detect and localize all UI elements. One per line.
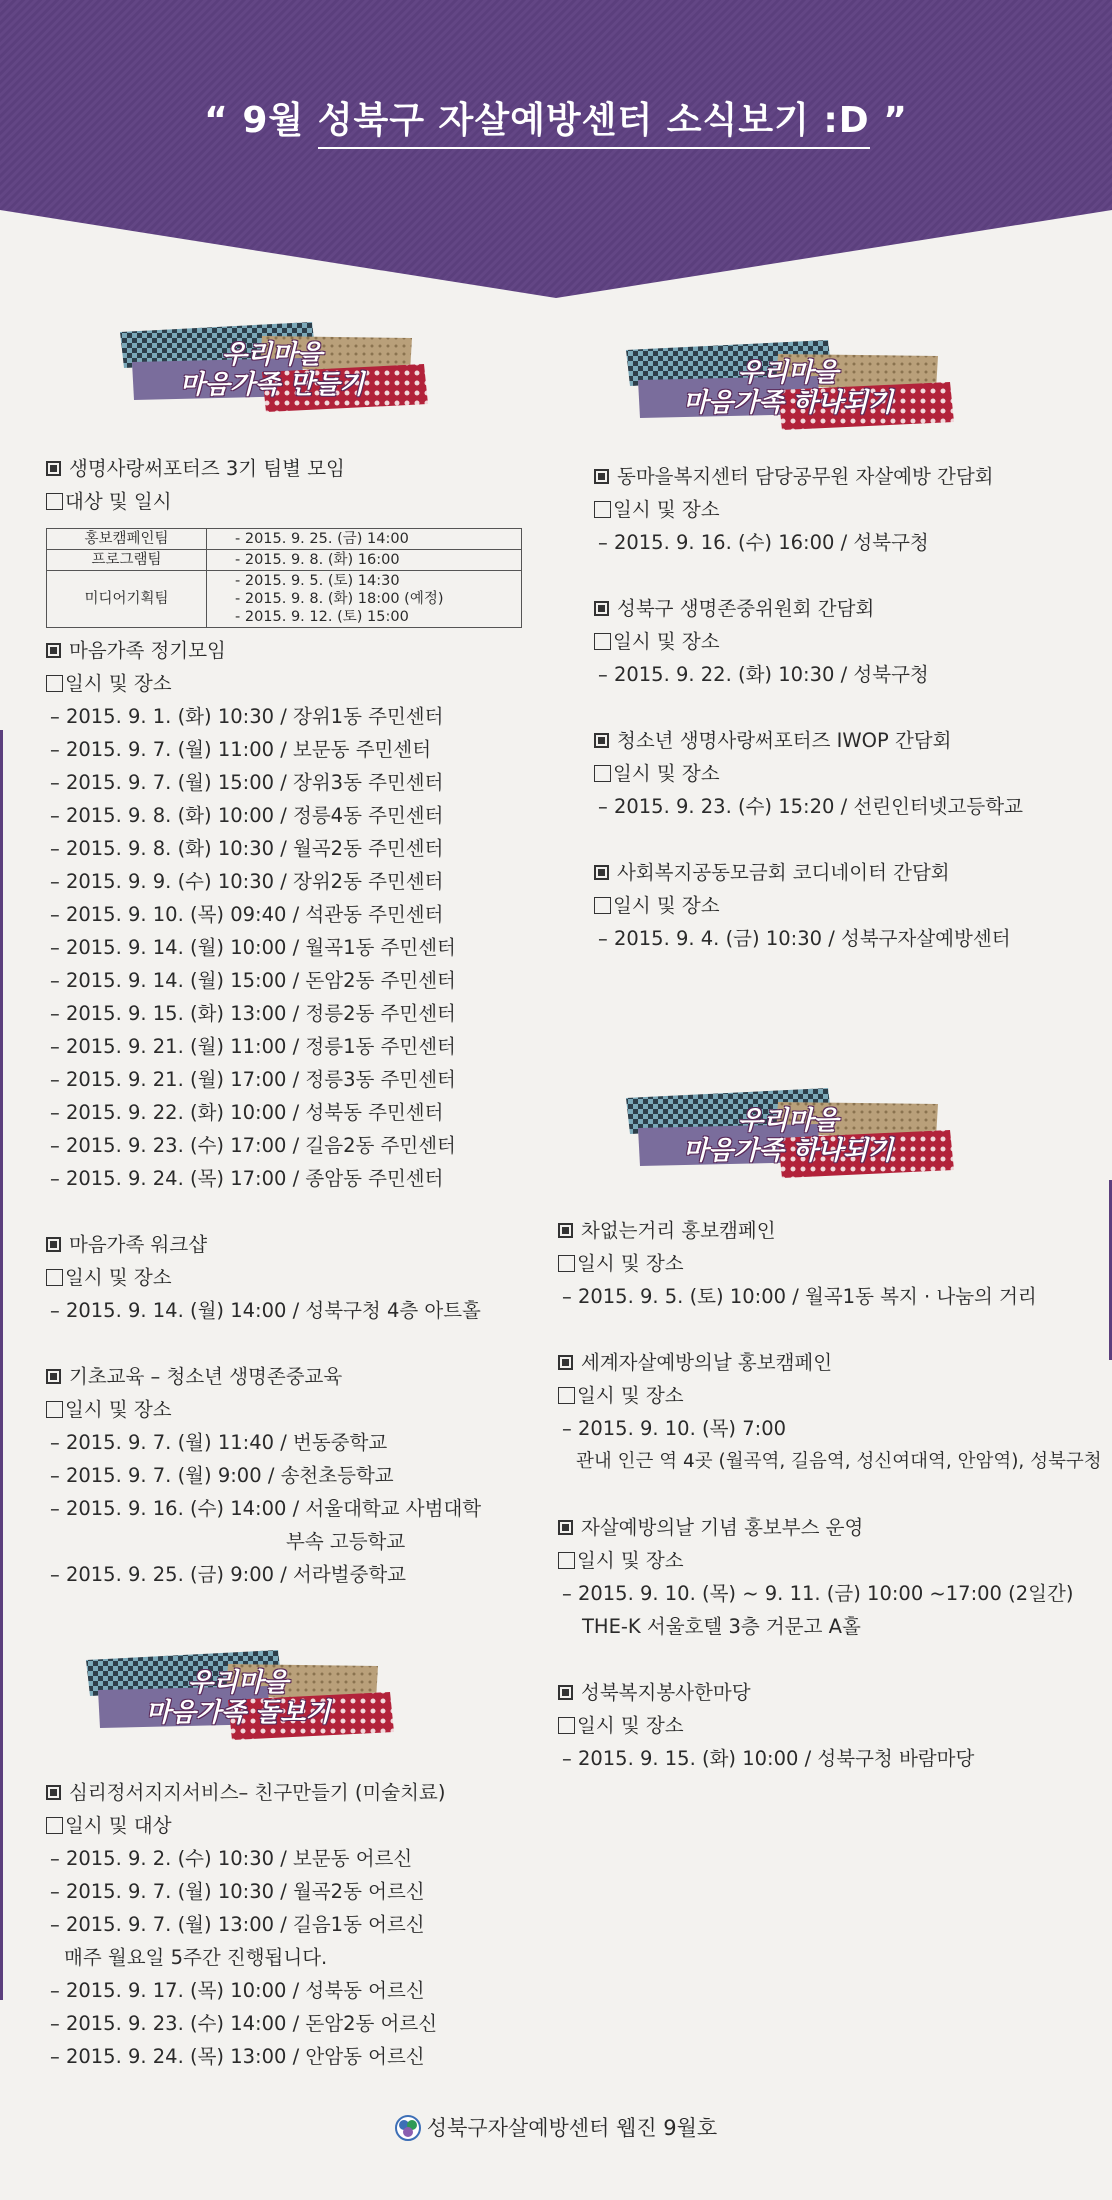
- empty-square-icon: [594, 765, 611, 782]
- empty-square-icon: [46, 493, 63, 510]
- tape-label-line2: 마음가족 하나되기: [683, 388, 893, 418]
- filled-square-icon: [46, 1237, 61, 1252]
- list-item: – 2015. 9. 22. (화) 10:00 / 성북동 주민센터: [50, 1101, 444, 1124]
- list-item: – 2015. 9. 7. (월) 13:00 / 길음1동 어르신: [50, 1913, 425, 1936]
- filled-square-icon: [594, 865, 609, 880]
- list-item: – 2015. 9. 10. (목) ~ 9. 11. (금) 10:00 ~17:00 (2일간): [562, 1582, 1074, 1605]
- empty-square-icon: [46, 675, 63, 692]
- list-item: – 2015. 9. 14. (월) 15:00 / 돈암2동 주민센터: [50, 969, 456, 992]
- table-row: [47, 529, 522, 550]
- section-subtitle: 일시 및 장소: [558, 1379, 1108, 1412]
- list-item: – 2015. 9. 25. (금) 9:00 / 서라벌중학교: [50, 1563, 407, 1586]
- list-item: – 2015. 9. 8. (화) 10:30 / 월곡2동 주민센터: [50, 837, 444, 860]
- tape-label-line1: 우리마을: [221, 340, 323, 370]
- list-item: – 2015. 9. 10. (목) 09:40 / 석관동 주민센터: [50, 903, 444, 926]
- tape-label-unite-family-2: [618, 1084, 958, 1192]
- filled-square-icon: [558, 1685, 573, 1700]
- section-subtitle: 대상 및 일시: [46, 485, 546, 518]
- section-title: 생명사랑써포터즈 3기 팀별 모임: [46, 452, 546, 485]
- empty-square-icon: [594, 633, 611, 650]
- page-title: “ 9월 성북구 자살예방센터 소식보기 :D ”: [0, 92, 1112, 143]
- section-subtitle: 일시 및 장소: [558, 1544, 1108, 1577]
- table-cell-team: 프로그램팀: [47, 550, 207, 571]
- list-item: – 2015. 9. 14. (월) 14:00 / 성북구청 4층 아트홀: [50, 1299, 481, 1322]
- section-title: 성북복지봉사한마당: [558, 1676, 1108, 1709]
- section-title: 세계자살예방의날 홍보캠페인: [558, 1346, 1108, 1379]
- section-title: 마음가족 정기모임: [46, 634, 546, 667]
- list-item: – 2015. 9. 16. (수) 14:00 / 서울대학교 사범대학: [50, 1497, 482, 1520]
- empty-square-icon: [558, 1717, 575, 1734]
- empty-square-icon: [558, 1552, 575, 1569]
- table-row: [47, 550, 522, 571]
- table-cell-team: 홍보캠페인팀: [47, 529, 207, 550]
- list-item-note: 매주 월요일 5주간 진행됩니다.: [64, 1946, 328, 1969]
- filled-square-icon: [558, 1223, 573, 1238]
- list-item: – 2015. 9. 7. (월) 15:00 / 장위3동 주민센터: [50, 771, 444, 794]
- empty-square-icon: [46, 1269, 63, 1286]
- section-subtitle: 일시 및 장소: [558, 1709, 1108, 1742]
- section-title: 기초교육 – 청소년 생명존중교육: [46, 1360, 546, 1393]
- filled-square-icon: [46, 1369, 61, 1384]
- tape-label-line2: 마음가족 만들기: [179, 370, 365, 400]
- empty-square-icon: [594, 897, 611, 914]
- filled-square-icon: [46, 1785, 61, 1800]
- right-column-bottom: [558, 1214, 1108, 1775]
- list-item: – 2015. 9. 7. (월) 11:40 / 번동중학교: [50, 1431, 388, 1454]
- section-subtitle: 일시 및 대상: [46, 1809, 546, 1842]
- list-item: – 2015. 9. 7. (월) 9:00 / 송천초등학교: [50, 1464, 394, 1487]
- list-item: – 2015. 9. 4. (금) 10:30 / 성북구자살예방센터: [598, 927, 1011, 950]
- list-item: – 2015. 9. 23. (수) 17:00 / 길음2동 주민센터: [50, 1134, 456, 1157]
- tape-label-line1: 우리마을: [187, 1668, 289, 1698]
- filled-square-icon: [46, 643, 61, 658]
- empty-square-icon: [558, 1255, 575, 1272]
- footer: [0, 2112, 1112, 2142]
- list-item: – 2015. 9. 17. (목) 10:00 / 성북동 어르신: [50, 1979, 425, 2002]
- list-item: – 2015. 9. 24. (목) 13:00 / 안암동 어르신: [50, 2045, 425, 2068]
- section-title: 청소년 생명사랑써포터즈 IWOP 간담회: [594, 724, 1104, 757]
- section-title: 마음가족 워크샵: [46, 1228, 546, 1261]
- section-title: 차없는거리 홍보캠페인: [558, 1214, 1108, 1247]
- empty-square-icon: [46, 1401, 63, 1418]
- filled-square-icon: [594, 469, 609, 484]
- list-item: – 2015. 9. 15. (화) 13:00 / 정릉2동 주민센터: [50, 1002, 456, 1025]
- tape-label-line1: 우리마을: [737, 1106, 839, 1136]
- empty-square-icon: [594, 501, 611, 518]
- list-item-continuation: 부속 고등학교: [286, 1530, 406, 1553]
- tape-label-line2: 마음가족 하나되기: [683, 1136, 893, 1166]
- section-subtitle: 일시 및 장소: [46, 667, 546, 700]
- section-subtitle: 일시 및 장소: [594, 889, 1104, 922]
- list-item: – 2015. 9. 5. (토) 10:00 / 월곡1동 복지 · 나눔의 거리: [562, 1285, 1037, 1308]
- section-title: 자살예방의날 기념 홍보부스 운영: [558, 1511, 1108, 1544]
- tape-label-line1: 우리마을: [737, 358, 839, 388]
- list-item: – 2015. 9. 23. (수) 14:00 / 돈암2동 어르신: [50, 2012, 438, 2035]
- filled-square-icon: [594, 733, 609, 748]
- table-cell-dates: - 2015. 9. 8. (화) 16:00: [207, 550, 522, 571]
- list-item: – 2015. 9. 24. (목) 17:00 / 종암동 주민센터: [50, 1167, 444, 1190]
- list-item: – 2015. 9. 23. (수) 15:20 / 선린인터넷고등학교: [598, 795, 1023, 818]
- list-item: – 2015. 9. 7. (월) 11:00 / 보문동 주민센터: [50, 738, 432, 761]
- footer-text: 성북구자살예방센터 웹진 9월호: [426, 2116, 718, 2140]
- section-title: 사회복지공동모금회 코디네이터 간담회: [594, 856, 1104, 889]
- section-subtitle: 일시 및 장소: [594, 493, 1104, 526]
- left-edge-decoration: [0, 730, 3, 2000]
- list-item: – 2015. 9. 10. (목) 7:00: [562, 1417, 787, 1440]
- table-cell-dates: - 2015. 9. 25. (금) 14:00: [207, 529, 522, 550]
- filled-square-icon: [46, 461, 61, 476]
- section-subtitle: 일시 및 장소: [46, 1261, 546, 1294]
- empty-square-icon: [46, 1817, 63, 1834]
- list-item: – 2015. 9. 21. (월) 11:00 / 정릉1동 주민센터: [50, 1035, 456, 1058]
- section-subtitle: 일시 및 장소: [594, 625, 1104, 658]
- tape-label-line2: 마음가족 돌보기: [145, 1698, 331, 1728]
- tape-label-care-family: [78, 1646, 398, 1754]
- right-column: [594, 460, 1104, 955]
- center-logo-icon: [395, 2115, 421, 2141]
- section-subtitle: 일시 및 장소: [558, 1247, 1108, 1280]
- list-item: – 2015. 9. 2. (수) 10:30 / 보문동 어르신: [50, 1847, 413, 1870]
- tape-label-unite-family: [618, 336, 958, 444]
- list-item-continuation: THE-K 서울호텔 3층 거문고 A홀: [582, 1615, 861, 1638]
- filled-square-icon: [558, 1355, 573, 1370]
- list-item-continuation: 관내 인근 역 4곳 (월곡역, 길음역, 성신여대역, 안암역), 성북구청: [576, 1451, 1102, 1472]
- list-item: – 2015. 9. 8. (화) 10:00 / 정릉4동 주민센터: [50, 804, 444, 827]
- list-item: – 2015. 9. 21. (월) 17:00 / 정릉3동 주민센터: [50, 1068, 456, 1091]
- list-item: – 2015. 9. 1. (화) 10:30 / 장위1동 주민센터: [50, 705, 444, 728]
- list-item: – 2015. 9. 14. (월) 10:00 / 월곡1동 주민센터: [50, 936, 456, 959]
- table-cell-team: 미디어기획팀: [47, 571, 207, 628]
- tape-label-make-family: [112, 318, 432, 426]
- list-item: – 2015. 9. 15. (화) 10:00 / 성북구청 바람마당: [562, 1747, 975, 1770]
- filled-square-icon: [594, 601, 609, 616]
- empty-square-icon: [558, 1387, 575, 1404]
- section-subtitle: 일시 및 장소: [594, 757, 1104, 790]
- table-cell-dates: - 2015. 9. 5. (토) 14:30 - 2015. 9. 8. (화) 18:00 (예정) - 2015. 9. 12. (토) 15:00: [207, 571, 522, 628]
- banner-background: [0, 0, 1112, 300]
- list-item: – 2015. 9. 7. (월) 10:30 / 월곡2동 어르신: [50, 1880, 425, 1903]
- schedule-table: [46, 528, 522, 628]
- filled-square-icon: [558, 1520, 573, 1535]
- list-item: – 2015. 9. 16. (수) 16:00 / 성북구청: [598, 531, 929, 554]
- table-row: [47, 571, 522, 628]
- section-title: 동마을복지센터 담당공무원 자살예방 간담회: [594, 460, 1104, 493]
- section-subtitle: 일시 및 장소: [46, 1393, 546, 1426]
- section-title: 심리정서지지서비스– 친구만들기 (미술치료): [46, 1776, 546, 1809]
- left-column-bottom: [46, 1776, 546, 2073]
- list-item: – 2015. 9. 22. (화) 10:30 / 성북구청: [598, 663, 929, 686]
- header-banner: [0, 0, 1112, 300]
- left-column: [46, 452, 546, 1591]
- list-item: – 2015. 9. 9. (수) 10:30 / 장위2동 주민센터: [50, 870, 444, 893]
- section-title: 성북구 생명존중위원회 간담회: [594, 592, 1104, 625]
